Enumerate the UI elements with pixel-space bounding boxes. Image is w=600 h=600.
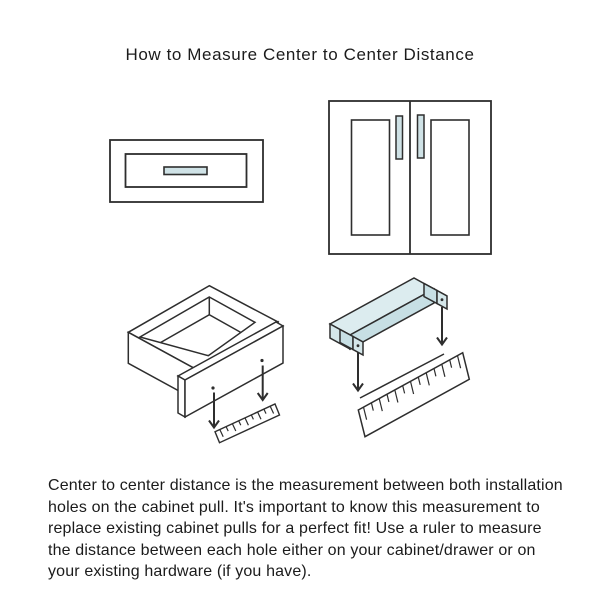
description-line: your existing hardware (if you have).	[48, 563, 312, 581]
measure-arrow	[353, 353, 363, 391]
description-paragraph	[48, 475, 578, 583]
description-line: Center to center distance is the measurement between both installation	[48, 477, 563, 494]
left-door-pull-icon	[396, 116, 403, 159]
description-line: replace existing cabinet pulls for a perfect fit! Use a ruler to measure	[48, 520, 542, 538]
right-door-pull-icon	[418, 115, 425, 158]
installation-hole	[357, 344, 360, 347]
right-door-panel	[431, 120, 469, 235]
measure-arrow	[437, 307, 447, 345]
page-title: How to Measure Center to Center Distance	[125, 45, 475, 64]
description-line: holes on the cabinet pull. It's important to know this measurement to	[48, 498, 540, 516]
installation-hole	[441, 298, 444, 301]
drawer-isometric-illustration	[128, 286, 283, 443]
ruler	[358, 353, 469, 437]
installation-hole	[211, 386, 214, 389]
left-door-panel	[352, 120, 390, 235]
cabinet-pull-illustration	[330, 278, 469, 437]
installation-hole	[260, 359, 263, 362]
drawer-pull-icon	[164, 167, 207, 175]
drawer-panel-end-face	[178, 376, 185, 417]
cabinet-doors-illustration	[329, 101, 491, 254]
description-line: the distance between each hole either on your cabinet/drawer or on	[48, 541, 536, 559]
drawer-front-illustration	[110, 140, 263, 202]
